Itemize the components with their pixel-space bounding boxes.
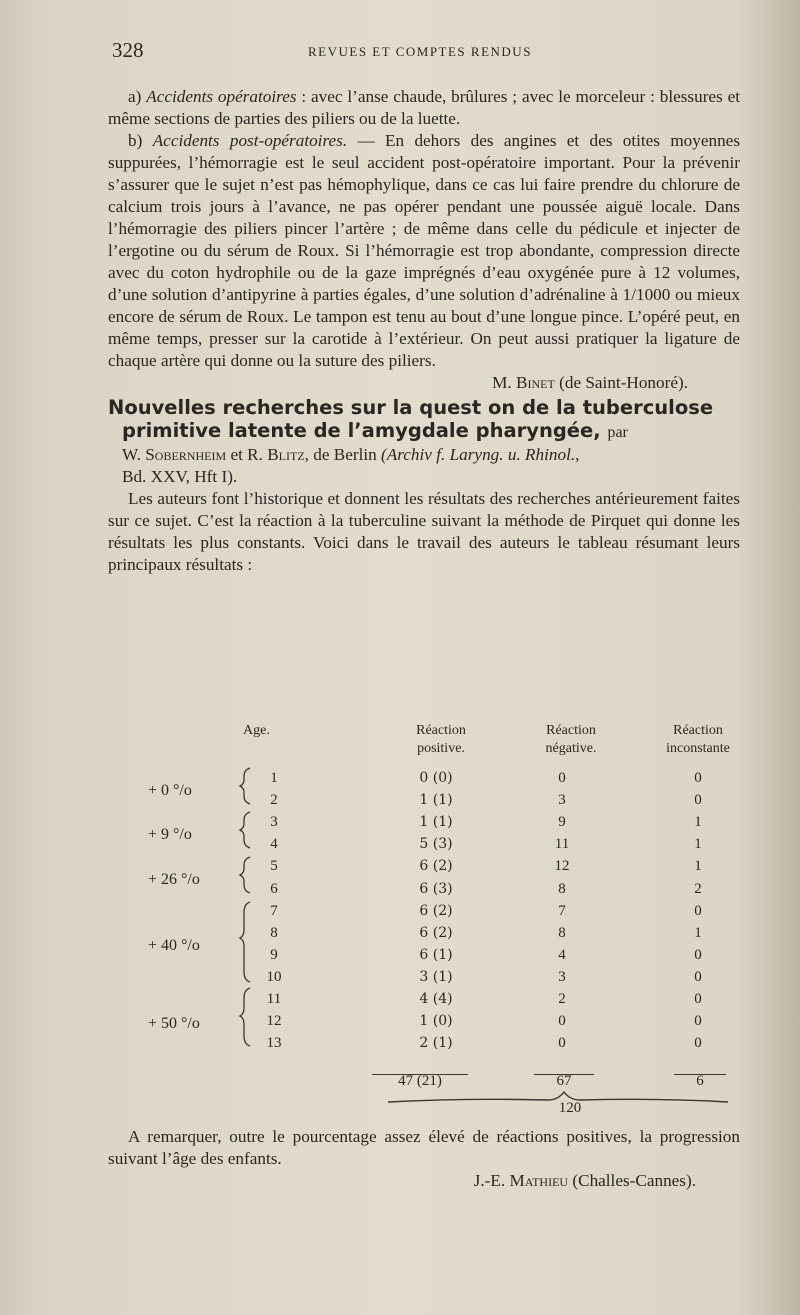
paragraph-accidents-post-operatoires: b) Accidents post-opératoires. — En dehors des angines et des otites moyennes suppurées, l’hémorragie est le seul accident post-opératoire important. Pour la prévenir s’assurer que le sujet n’est pas hémophylique, dans ce cas lui faire prendre du chlorure de calcium trois jours à l’avance, ne pas opérer pendant une poussée aiguë locale. Dans l’hémorragie des piliers pincer l’artère ; de même dans celle du pédicule et injecter de l’ergotine ou du sérum de Roux. Si l’hémorragie est trop abondante, compression directe avec du coton hydrophile ou de la gaze imprégnés d’eau oxygénée pure à 12 volumes, d’une solution d’antipyrine à parties égales, d’une solution d’adrénaline à 1/1000 ou mieux encore de sérum de Roux. Le tampon est tenu au bout d’une longue pince. L’opéré peut, en même temps, presser sur la carotide à l’extérieur. On peut aussi pratiquer la ligature de chaque artère qui donne ou la suture des piliers. (108, 131, 741, 370)
page-header (112, 38, 742, 68)
table-cell-neg: 3 (558, 792, 566, 809)
table-cell-age: 5 (270, 858, 278, 875)
table-cell-inc: 1 (694, 924, 702, 941)
page-number: 328 (112, 38, 144, 62)
table-cell-age: 7 (270, 902, 278, 919)
running-title: REVUES ET COMPTES RENDUS (308, 44, 532, 59)
table-cell-inc: 0 (694, 946, 702, 963)
table-cell-neg: 8 (558, 924, 566, 941)
table-cell-age: 12 (266, 1013, 282, 1030)
table-cell-age: 10 (266, 968, 282, 985)
group-label: + 50 °/o (148, 1015, 200, 1032)
signature-mathieu: J.-E. Mathieu (Challes-Cannes). (473, 1171, 696, 1190)
table-cell-pos: 0 (0) (419, 770, 453, 786)
subsection-title: Accidents opératoires (146, 87, 297, 106)
total-negative: 67 (556, 1073, 572, 1089)
article-title: Nouvelles recherches sur la quest on de la tuberculose primitive latente de l’amygdale pharyngée, par (108, 396, 714, 442)
table-cell-pos: 6 (2) (419, 858, 453, 875)
table-cell-age: 9 (270, 946, 278, 963)
table-cell-neg: 3 (558, 968, 566, 985)
paragraph-closing: A remarquer, outre le pourcentage assez élevé de réactions positives, la progression suivant l’âge des enfants. (108, 1127, 740, 1168)
grand-total: 120 (558, 1100, 582, 1116)
table-cell-age: 13 (266, 1035, 282, 1052)
table-cell-pos: 4 (4) (419, 991, 453, 1007)
table-cell-neg: 12 (554, 858, 570, 875)
results-table (108, 722, 740, 1122)
table-cell-pos: 6 (2) (419, 924, 453, 941)
brace-group-5 (240, 988, 250, 1046)
table-cell-age: 6 (270, 880, 278, 897)
group-label: + 26 °/o (148, 871, 200, 888)
table-cell-inc: 0 (694, 1013, 702, 1030)
table-cell-inc: 0 (694, 1035, 702, 1052)
table-cell-pos: 6 (2) (419, 902, 453, 919)
total-inconstant: 6 (696, 1073, 704, 1089)
table-cell-inc: 0 (694, 968, 702, 985)
table-cell-age: 3 (270, 814, 278, 831)
group-label: + 9 °/o (148, 826, 192, 843)
author-name: Mathieu (509, 1171, 569, 1190)
table-cell-neg: 11 (554, 836, 570, 853)
table-cell-neg: 0 (558, 1035, 566, 1052)
table-cell-neg: 0 (558, 770, 566, 786)
table-cell-inc: 1 (694, 836, 702, 853)
table-cell-neg: 8 (558, 880, 566, 897)
author-name: Binet (516, 373, 555, 392)
article-reference: W. Sobernheim et R. Blitz, de Berlin (Archiv f. Laryng. u. Rhinol., Bd. XXV, Hft I). (122, 445, 580, 486)
paragraph-accidents-operatoires: a) Accidents opératoires : avec l’anse chaude, brûlures ; avec le morceleur : blessures et même sections de parties des piliers ou de la luette. (108, 87, 741, 128)
table-cell-age: 2 (270, 792, 278, 809)
table-cell-inc: 0 (694, 902, 702, 919)
table-cell-neg: 0 (558, 1013, 566, 1030)
paragraph-intro: Les auteurs font l’historique et donnent les résultats des recherches antérieurement faites sur ce sujet. C’est la réaction à la tuberculine suivant la méthode de Pirquet qui donne les résultats les plus constants. Voici dans le travail des auteurs le tableau résumant leurs principaux résultats : (108, 489, 740, 574)
table-cell-pos: 3 (1) (419, 968, 453, 985)
closing-text (108, 1126, 740, 1192)
table-cell-neg: 4 (558, 946, 566, 963)
header-positive: Réaction positive. (416, 723, 466, 756)
header-age: Age. (243, 723, 270, 738)
table-cell-neg: 2 (558, 991, 566, 1007)
table-cell-inc: 1 (694, 858, 702, 875)
age-group-braces (236, 762, 266, 1092)
table-cell-neg: 7 (558, 902, 566, 919)
group-label: + 0 °/o (148, 782, 192, 799)
table-cell-pos: 1 (1) (419, 792, 453, 809)
table-cell-inc: 0 (694, 770, 702, 786)
signature-binet: M. Binet (de Saint-Honoré). (492, 373, 688, 392)
brace-group-2 (240, 812, 250, 848)
table-cell-age: 11 (266, 991, 282, 1007)
total-positive: 47 (21) (398, 1073, 442, 1089)
table-cell-inc: 1 (694, 814, 702, 831)
body-text (108, 86, 740, 576)
table-cell-pos: 5 (3) (419, 836, 453, 853)
table-cell-neg: 9 (558, 814, 566, 831)
table-cell-pos: 6 (1) (419, 946, 453, 963)
brace-group-3 (240, 857, 250, 893)
table-cell-age: 8 (270, 924, 278, 941)
table-cell-age: 4 (270, 836, 278, 853)
table-cell-age: 1 (270, 770, 278, 786)
subsection-title: Accidents post-opératoires. (152, 131, 348, 150)
table-cell-inc: 2 (694, 880, 702, 897)
table-cell-inc: 0 (694, 991, 702, 1007)
brace-group-1 (240, 768, 250, 804)
table-cell-pos: 1 (0) (419, 1013, 453, 1030)
table-cell-pos: 2 (1) (419, 1035, 453, 1052)
group-label: + 40 °/o (148, 937, 200, 954)
table-cell-pos: 1 (1) (419, 814, 453, 831)
table-cell-inc: 0 (694, 792, 702, 809)
table-cell-pos: 6 (3) (419, 880, 453, 897)
brace-group-4 (240, 902, 250, 982)
header-negative: Réaction négative. (545, 723, 597, 756)
header-inconstant: Réaction inconstante (666, 723, 730, 756)
